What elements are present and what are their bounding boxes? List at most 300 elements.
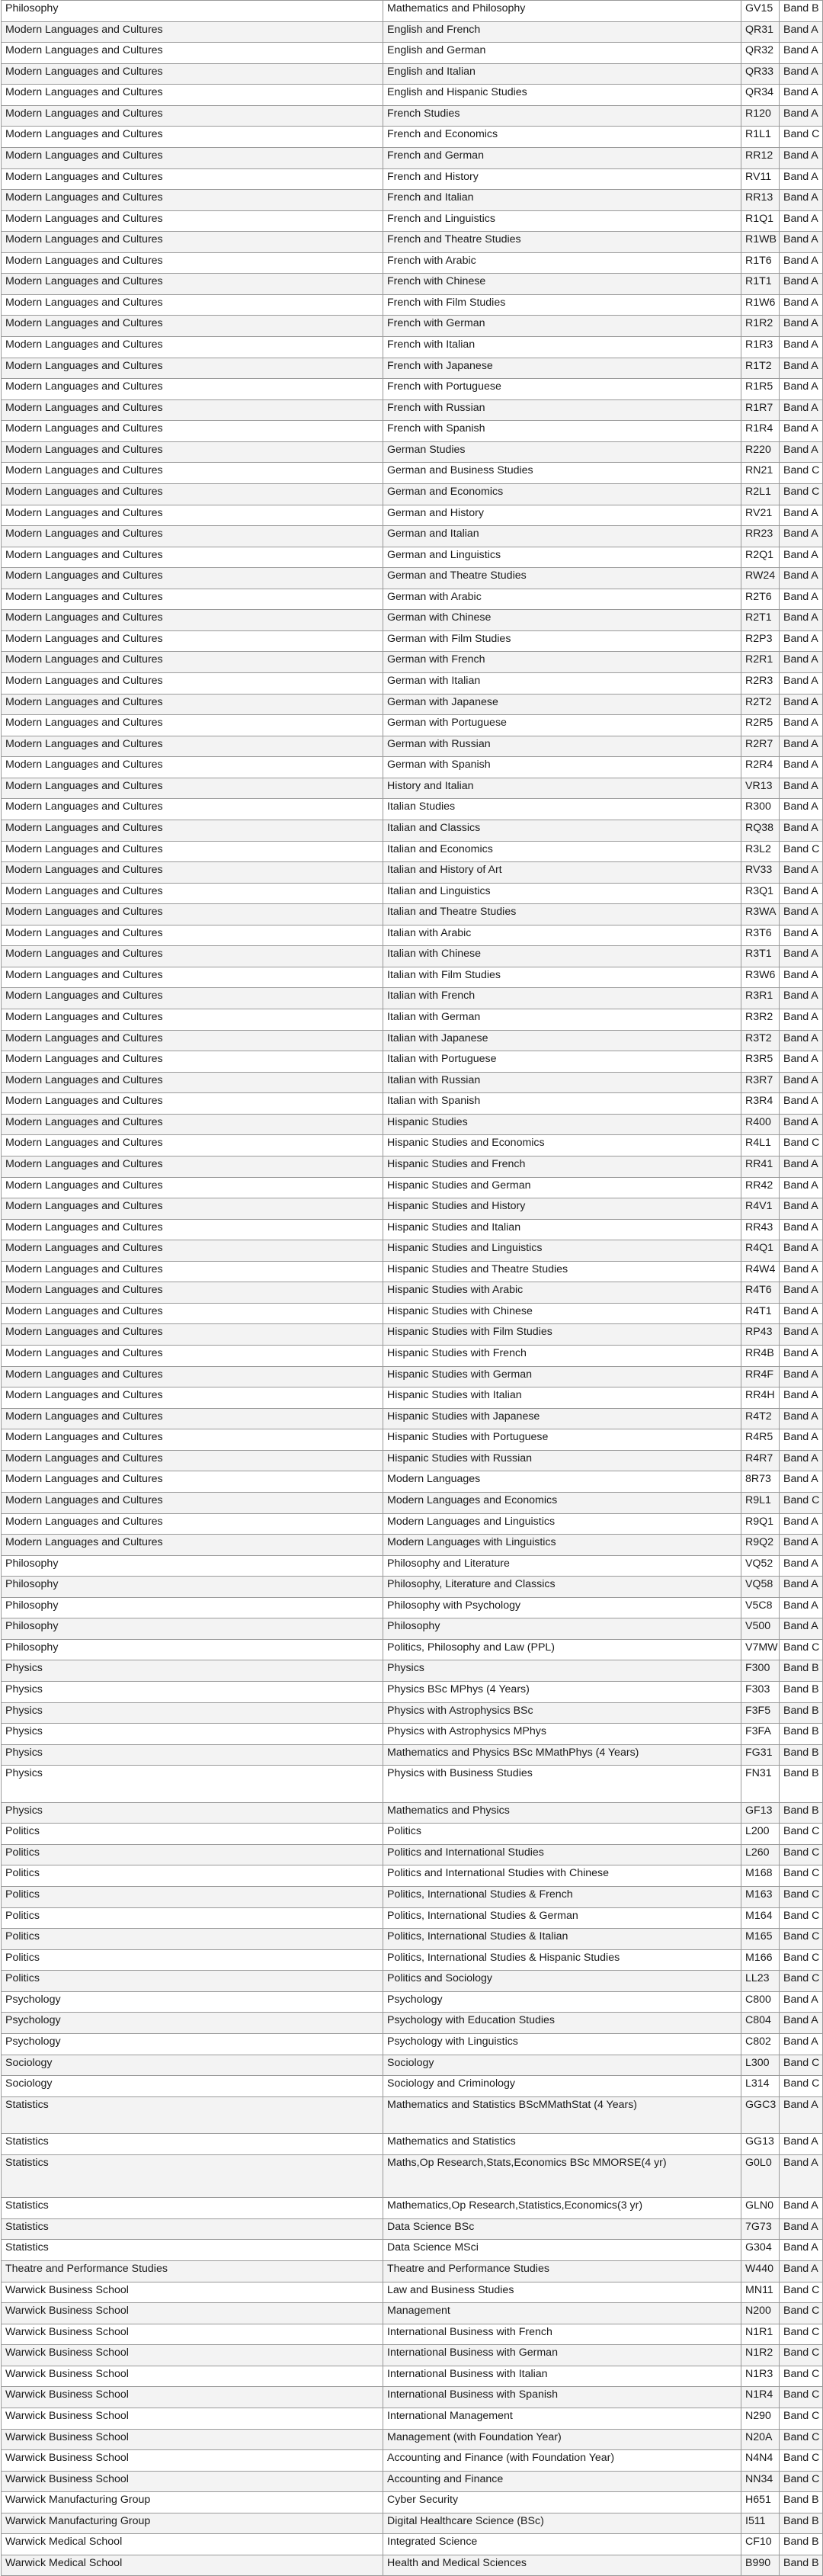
department-cell: Warwick Business School (2, 2303, 383, 2324)
fee-band-cell: Band A (780, 946, 823, 967)
table-row (2, 883, 823, 904)
fee-band-cell: Band A (780, 63, 823, 85)
table-row (2, 210, 823, 232)
ucas-code-cell: R4T6 (741, 1282, 780, 1304)
department-cell: Modern Languages and Cultures (2, 610, 383, 631)
fee-band-cell: Band C (780, 2345, 823, 2366)
department-cell: Modern Languages and Cultures (2, 1051, 383, 1073)
course-name-cell: Data Science MSci (383, 2240, 741, 2261)
course-name-cell: Italian with Japanese (383, 1030, 741, 1051)
department-cell: Sociology (2, 2055, 383, 2076)
department-cell: Modern Languages and Cultures (2, 673, 383, 695)
table-row (2, 1219, 823, 1240)
fee-band-cell: Band B (780, 2513, 823, 2534)
fee-band-cell: Band A (780, 883, 823, 904)
department-cell: Warwick Medical School (2, 2534, 383, 2555)
department-cell: Modern Languages and Cultures (2, 399, 383, 421)
table-row (2, 1072, 823, 1093)
table-row (2, 252, 823, 274)
department-cell: Modern Languages and Cultures (2, 1030, 383, 1051)
fee-band-cell: Band A (780, 1991, 823, 2013)
fee-band-cell: Band A (780, 904, 823, 925)
department-cell: Physics (2, 1660, 383, 1682)
course-name-cell: Italian with Russian (383, 1072, 741, 1093)
fee-band-cell: Band C (780, 2387, 823, 2408)
course-name-cell: Physics (383, 1660, 741, 1682)
course-name-cell: Hispanic Studies and Theatre Studies (383, 1261, 741, 1282)
course-name-cell: German with Japanese (383, 694, 741, 715)
course-name-cell: French Studies (383, 105, 741, 127)
course-name-cell: Politics, Philosophy and Law (PPL) (383, 1639, 741, 1660)
ucas-code-cell: C802 (741, 2033, 780, 2055)
department-cell: Politics (2, 1887, 383, 1908)
department-cell: Modern Languages and Cultures (2, 1303, 383, 1324)
department-cell: Modern Languages and Cultures (2, 1471, 383, 1493)
course-name-cell: Sociology and Criminology (383, 2076, 741, 2097)
department-cell: Modern Languages and Cultures (2, 147, 383, 168)
ucas-code-cell: N200 (741, 2303, 780, 2324)
table-body (2, 1, 823, 2576)
department-cell: Physics (2, 1766, 383, 1803)
table-row (2, 2429, 823, 2450)
course-name-cell: Management (with Foundation Year) (383, 2429, 741, 2450)
ucas-code-cell: RR23 (741, 526, 780, 547)
course-name-cell: Mathematics and Statistics BScMMathStat (4 Years) (383, 2096, 741, 2134)
fee-band-cell: Band A (780, 1387, 823, 1409)
fee-band-cell: Band A (780, 2240, 823, 2261)
ucas-code-cell: VQ52 (741, 1555, 780, 1577)
ucas-code-cell: R3W6 (741, 967, 780, 988)
fee-band-cell: Band B (780, 2492, 823, 2513)
course-name-cell: German with Film Studies (383, 630, 741, 652)
table-row (2, 673, 823, 695)
fee-band-cell: Band A (780, 1429, 823, 1451)
ucas-code-cell: RW24 (741, 568, 780, 589)
table-row (2, 1, 823, 22)
fee-band-cell: Band B (780, 1682, 823, 1703)
fee-band-cell: Band C (780, 1865, 823, 1887)
table-row (2, 841, 823, 862)
fee-band-cell: Band A (780, 316, 823, 337)
course-name-cell: Politics and International Studies (383, 1844, 741, 1865)
ucas-code-cell: MN11 (741, 2282, 780, 2303)
fee-band-cell: Band A (780, 190, 823, 211)
course-name-cell: German and History (383, 505, 741, 526)
fee-band-cell: Band B (780, 1660, 823, 1682)
department-cell: Warwick Business School (2, 2282, 383, 2303)
ucas-code-cell: N1R4 (741, 2387, 780, 2408)
fee-band-cell: Band A (780, 1051, 823, 1073)
table-row (2, 1618, 823, 1640)
course-name-cell: Hispanic Studies and Linguistics (383, 1240, 741, 1262)
department-cell: Modern Languages and Cultures (2, 630, 383, 652)
table-row (2, 2324, 823, 2345)
fee-band-cell: Band A (780, 421, 823, 442)
ucas-code-cell: GG13 (741, 2134, 780, 2155)
table-row (2, 147, 823, 168)
department-cell: Modern Languages and Cultures (2, 483, 383, 505)
ucas-code-cell: R2R4 (741, 757, 780, 778)
department-cell: Philosophy (2, 1597, 383, 1618)
department-cell: Warwick Manufacturing Group (2, 2492, 383, 2513)
fee-band-cell: Band C (780, 2282, 823, 2303)
fee-band-cell: Band A (780, 925, 823, 946)
course-name-cell: Philosophy, Literature and Classics (383, 1577, 741, 1598)
table-row (2, 1887, 823, 1908)
course-name-cell: German and Economics (383, 483, 741, 505)
table-row (2, 1135, 823, 1156)
course-name-cell: Hispanic Studies with Portuguese (383, 1429, 741, 1451)
course-name-cell: English and Hispanic Studies (383, 85, 741, 106)
ucas-code-cell: R9Q2 (741, 1535, 780, 1556)
table-row (2, 1577, 823, 1598)
table-row (2, 2387, 823, 2408)
fee-band-cell: Band A (780, 505, 823, 526)
table-row (2, 2555, 823, 2576)
department-cell: Modern Languages and Cultures (2, 1219, 383, 1240)
table-row (2, 967, 823, 988)
course-name-cell: Digital Healthcare Science (BSc) (383, 2513, 741, 2534)
course-name-cell: Hispanic Studies and Italian (383, 1219, 741, 1240)
department-cell: Modern Languages and Cultures (2, 652, 383, 673)
department-cell: Modern Languages and Cultures (2, 1387, 383, 1409)
course-name-cell: Hispanic Studies and Economics (383, 1135, 741, 1156)
ucas-code-cell: R2Q1 (741, 547, 780, 568)
department-cell: Politics (2, 1971, 383, 1992)
ucas-code-cell: R2R1 (741, 652, 780, 673)
table-row (2, 778, 823, 799)
course-name-cell: Hispanic Studies with French (383, 1346, 741, 1367)
table-row (2, 505, 823, 526)
course-name-cell: Data Science BSc (383, 2218, 741, 2240)
table-row (2, 1907, 823, 1929)
fee-band-cell: Band A (780, 1535, 823, 1556)
department-cell: Warwick Business School (2, 2324, 383, 2345)
fee-band-cell: Band A (780, 1177, 823, 1198)
course-name-cell: French and Italian (383, 190, 741, 211)
fee-band-cell: Band A (780, 1156, 823, 1177)
fee-band-cell: Band C (780, 1929, 823, 1950)
ucas-code-cell: R4Q1 (741, 1240, 780, 1262)
ucas-code-cell: M168 (741, 1865, 780, 1887)
ucas-code-cell: R4V1 (741, 1198, 780, 1220)
table-row (2, 1366, 823, 1387)
department-cell: Politics (2, 1824, 383, 1845)
department-cell: Modern Languages and Cultures (2, 274, 383, 295)
table-row (2, 1744, 823, 1766)
table-row (2, 2033, 823, 2055)
ucas-code-cell: QR34 (741, 85, 780, 106)
table-row (2, 105, 823, 127)
table-row (2, 1051, 823, 1073)
table-row (2, 379, 823, 400)
course-name-cell: History and Italian (383, 778, 741, 799)
course-name-cell: Physics with Astrophysics BSc (383, 1702, 741, 1724)
ucas-code-cell: RR43 (741, 1219, 780, 1240)
course-name-cell: Italian with German (383, 1009, 741, 1031)
ucas-code-cell: R2T6 (741, 589, 780, 610)
course-name-cell: International Management (383, 2408, 741, 2429)
course-name-cell: Italian with French (383, 988, 741, 1009)
course-name-cell: Management (383, 2303, 741, 2324)
department-cell: Modern Languages and Cultures (2, 1135, 383, 1156)
table-row (2, 2492, 823, 2513)
course-name-cell: German with Russian (383, 736, 741, 757)
department-cell: Statistics (2, 2134, 383, 2155)
course-name-cell: Philosophy and Literature (383, 1555, 741, 1577)
course-name-cell: Sociology (383, 2055, 741, 2076)
ucas-code-cell: LL23 (741, 1971, 780, 1992)
table-row (2, 1555, 823, 1577)
table-row (2, 2218, 823, 2240)
department-cell: Politics (2, 1929, 383, 1950)
course-name-cell: German with Portuguese (383, 715, 741, 736)
ucas-code-cell: R1T1 (741, 274, 780, 295)
course-name-cell: German with Chinese (383, 610, 741, 631)
ucas-code-cell: R1R2 (741, 316, 780, 337)
fee-band-cell: Band A (780, 85, 823, 106)
ucas-code-cell: F3F5 (741, 1702, 780, 1724)
fee-band-cell: Band A (780, 1072, 823, 1093)
table-row (2, 127, 823, 148)
fee-band-cell: Band A (780, 862, 823, 884)
table-row (2, 441, 823, 463)
department-cell: Physics (2, 1702, 383, 1724)
table-row (2, 1682, 823, 1703)
course-name-cell: Health and Medical Sciences (383, 2555, 741, 2576)
table-row (2, 1471, 823, 1493)
course-name-cell: Politics and Sociology (383, 1971, 741, 1992)
ucas-code-cell: M165 (741, 1929, 780, 1950)
fee-band-cell: Band C (780, 2450, 823, 2472)
ucas-code-cell: R4T1 (741, 1303, 780, 1324)
ucas-code-cell: B990 (741, 2555, 780, 2576)
ucas-code-cell: G0L0 (741, 2154, 780, 2198)
fee-band-cell: Band A (780, 294, 823, 316)
course-name-cell: Mathematics and Statistics (383, 2134, 741, 2155)
course-name-cell: French with Film Studies (383, 294, 741, 316)
fee-band-cell: Band A (780, 2134, 823, 2155)
course-name-cell: Politics, International Studies & German (383, 1907, 741, 1929)
department-cell: Modern Languages and Cultures (2, 1198, 383, 1220)
fee-band-cell: Band C (780, 1971, 823, 1992)
fee-band-cell: Band A (780, 1303, 823, 1324)
table-row (2, 1177, 823, 1198)
fee-band-cell: Band A (780, 673, 823, 695)
department-cell: Modern Languages and Cultures (2, 127, 383, 148)
department-cell: Physics (2, 1802, 383, 1824)
department-cell: Modern Languages and Cultures (2, 1177, 383, 1198)
table-row (2, 1450, 823, 1471)
fee-band-cell: Band A (780, 1198, 823, 1220)
table-row (2, 1240, 823, 1262)
course-name-cell: French with German (383, 316, 741, 337)
course-name-cell: Politics, International Studies & Hispanic Studies (383, 1949, 741, 1971)
fee-band-cell: Band A (780, 1219, 823, 1240)
fee-band-cell: Band A (780, 715, 823, 736)
fee-band-cell: Band A (780, 1030, 823, 1051)
table-row (2, 168, 823, 190)
ucas-code-cell: V7MW (741, 1639, 780, 1660)
table-row (2, 1408, 823, 1429)
course-name-cell: Accounting and Finance (with Foundation Year) (383, 2450, 741, 2472)
ucas-code-cell: R3WA (741, 904, 780, 925)
ucas-code-cell: R4T2 (741, 1408, 780, 1429)
table-row (2, 43, 823, 64)
fee-band-cell: Band A (780, 441, 823, 463)
table-row (2, 2345, 823, 2366)
course-name-cell: Politics, International Studies & French (383, 1887, 741, 1908)
department-cell: Modern Languages and Cultures (2, 358, 383, 379)
department-cell: Modern Languages and Cultures (2, 252, 383, 274)
fee-band-cell: Band C (780, 2076, 823, 2097)
department-cell: Philosophy (2, 1, 383, 22)
fee-band-cell: Band A (780, 1471, 823, 1493)
department-cell: Modern Languages and Cultures (2, 904, 383, 925)
course-name-cell: French and History (383, 168, 741, 190)
department-cell: Modern Languages and Cultures (2, 799, 383, 820)
ucas-code-cell: GV15 (741, 1, 780, 22)
fee-band-cell: Band A (780, 2198, 823, 2219)
department-cell: Physics (2, 1744, 383, 1766)
ucas-code-cell: R1T2 (741, 358, 780, 379)
table-row (2, 1261, 823, 1282)
table-row (2, 2408, 823, 2429)
ucas-code-cell: R2P3 (741, 630, 780, 652)
fee-band-cell: Band C (780, 1639, 823, 1660)
department-cell: Modern Languages and Cultures (2, 1366, 383, 1387)
department-cell: Warwick Manufacturing Group (2, 2513, 383, 2534)
fee-band-cell: Band A (780, 1261, 823, 1282)
ucas-code-cell: R120 (741, 105, 780, 127)
table-row (2, 274, 823, 295)
ucas-code-cell: L260 (741, 1844, 780, 1865)
fee-band-cell: Band A (780, 1093, 823, 1115)
fee-band-cell: Band C (780, 483, 823, 505)
course-name-cell: Hispanic Studies and French (383, 1156, 741, 1177)
ucas-code-cell: R1Q1 (741, 210, 780, 232)
course-name-cell: Italian and Linguistics (383, 883, 741, 904)
ucas-code-cell: RV11 (741, 168, 780, 190)
fee-band-cell: Band B (780, 1, 823, 22)
department-cell: Modern Languages and Cultures (2, 379, 383, 400)
ucas-code-cell: N20A (741, 2429, 780, 2450)
table-row (2, 190, 823, 211)
table-row (2, 2055, 823, 2076)
table-row (2, 1156, 823, 1177)
ucas-code-cell: 8R73 (741, 1471, 780, 1493)
table-row (2, 2076, 823, 2097)
department-cell: Modern Languages and Cultures (2, 1240, 383, 1262)
course-name-cell: German with French (383, 652, 741, 673)
course-name-cell: Italian and Economics (383, 841, 741, 862)
course-name-cell: German and Linguistics (383, 547, 741, 568)
fee-band-cell: Band A (780, 1513, 823, 1535)
fee-band-cell: Band A (780, 358, 823, 379)
table-row (2, 1639, 823, 1660)
course-name-cell: Hispanic Studies and History (383, 1198, 741, 1220)
table-row (2, 1844, 823, 1865)
ucas-code-cell: FN31 (741, 1766, 780, 1803)
department-cell: Psychology (2, 2033, 383, 2055)
department-cell: Modern Languages and Cultures (2, 1261, 383, 1282)
department-cell: Modern Languages and Cultures (2, 568, 383, 589)
table-row (2, 2303, 823, 2324)
table-row (2, 925, 823, 946)
ucas-code-cell: L300 (741, 2055, 780, 2076)
ucas-code-cell: RR4F (741, 1366, 780, 1387)
fee-band-cell: Band C (780, 1135, 823, 1156)
department-cell: Statistics (2, 2240, 383, 2261)
course-name-cell: Cyber Security (383, 2492, 741, 2513)
table-row (2, 21, 823, 43)
table-row (2, 2471, 823, 2492)
ucas-code-cell: RV33 (741, 862, 780, 884)
table-row (2, 463, 823, 484)
course-name-cell: Mathematics and Physics BSc MMathPhys (4 Years) (383, 1744, 741, 1766)
table-row (2, 2513, 823, 2534)
course-name-cell: Italian with Portuguese (383, 1051, 741, 1073)
fee-band-cell: Band A (780, 1618, 823, 1640)
ucas-code-cell: L200 (741, 1824, 780, 1845)
table-row (2, 63, 823, 85)
department-cell: Modern Languages and Cultures (2, 841, 383, 862)
ucas-code-cell: VR13 (741, 778, 780, 799)
fee-band-cell: Band A (780, 1009, 823, 1031)
fee-band-cell: Band A (780, 274, 823, 295)
table-row (2, 1009, 823, 1031)
course-name-cell: Hispanic Studies with Film Studies (383, 1324, 741, 1346)
ucas-code-cell: R2R3 (741, 673, 780, 695)
ucas-code-cell: RR4H (741, 1387, 780, 1409)
course-name-cell: French with Italian (383, 337, 741, 358)
table-row (2, 862, 823, 884)
course-name-cell: International Business with Italian (383, 2366, 741, 2387)
table-row (2, 2366, 823, 2387)
ucas-code-cell: NN34 (741, 2471, 780, 2492)
course-name-cell: English and German (383, 43, 741, 64)
course-name-cell: Modern Languages and Linguistics (383, 1513, 741, 1535)
course-name-cell: German Studies (383, 441, 741, 463)
fee-band-cell: Band A (780, 337, 823, 358)
fee-band-cell: Band B (780, 1744, 823, 1766)
table-row (2, 946, 823, 967)
course-name-cell: Italian with Arabic (383, 925, 741, 946)
department-cell: Modern Languages and Cultures (2, 441, 383, 463)
table-row (2, 2134, 823, 2155)
table-row (2, 2154, 823, 2198)
course-name-cell: Hispanic Studies with Japanese (383, 1408, 741, 1429)
department-cell: Warwick Business School (2, 2450, 383, 2472)
table-row (2, 1324, 823, 1346)
ucas-code-cell: N4N4 (741, 2450, 780, 2472)
course-name-cell: Psychology with Education Studies (383, 2013, 741, 2034)
department-cell: Modern Languages and Cultures (2, 715, 383, 736)
department-cell: Theatre and Performance Studies (2, 2261, 383, 2282)
course-name-cell: French and German (383, 147, 741, 168)
course-name-cell: French with Japanese (383, 358, 741, 379)
course-name-cell: Mathematics and Philosophy (383, 1, 741, 22)
ucas-code-cell: L314 (741, 2076, 780, 2097)
fee-band-cell: Band A (780, 1282, 823, 1304)
ucas-code-cell: R2R7 (741, 736, 780, 757)
fee-band-cell: Band C (780, 127, 823, 148)
department-cell: Modern Languages and Cultures (2, 1492, 383, 1513)
department-cell: Modern Languages and Cultures (2, 43, 383, 64)
table-row (2, 820, 823, 841)
fee-band-cell: Band A (780, 1240, 823, 1262)
ucas-code-cell: M163 (741, 1887, 780, 1908)
